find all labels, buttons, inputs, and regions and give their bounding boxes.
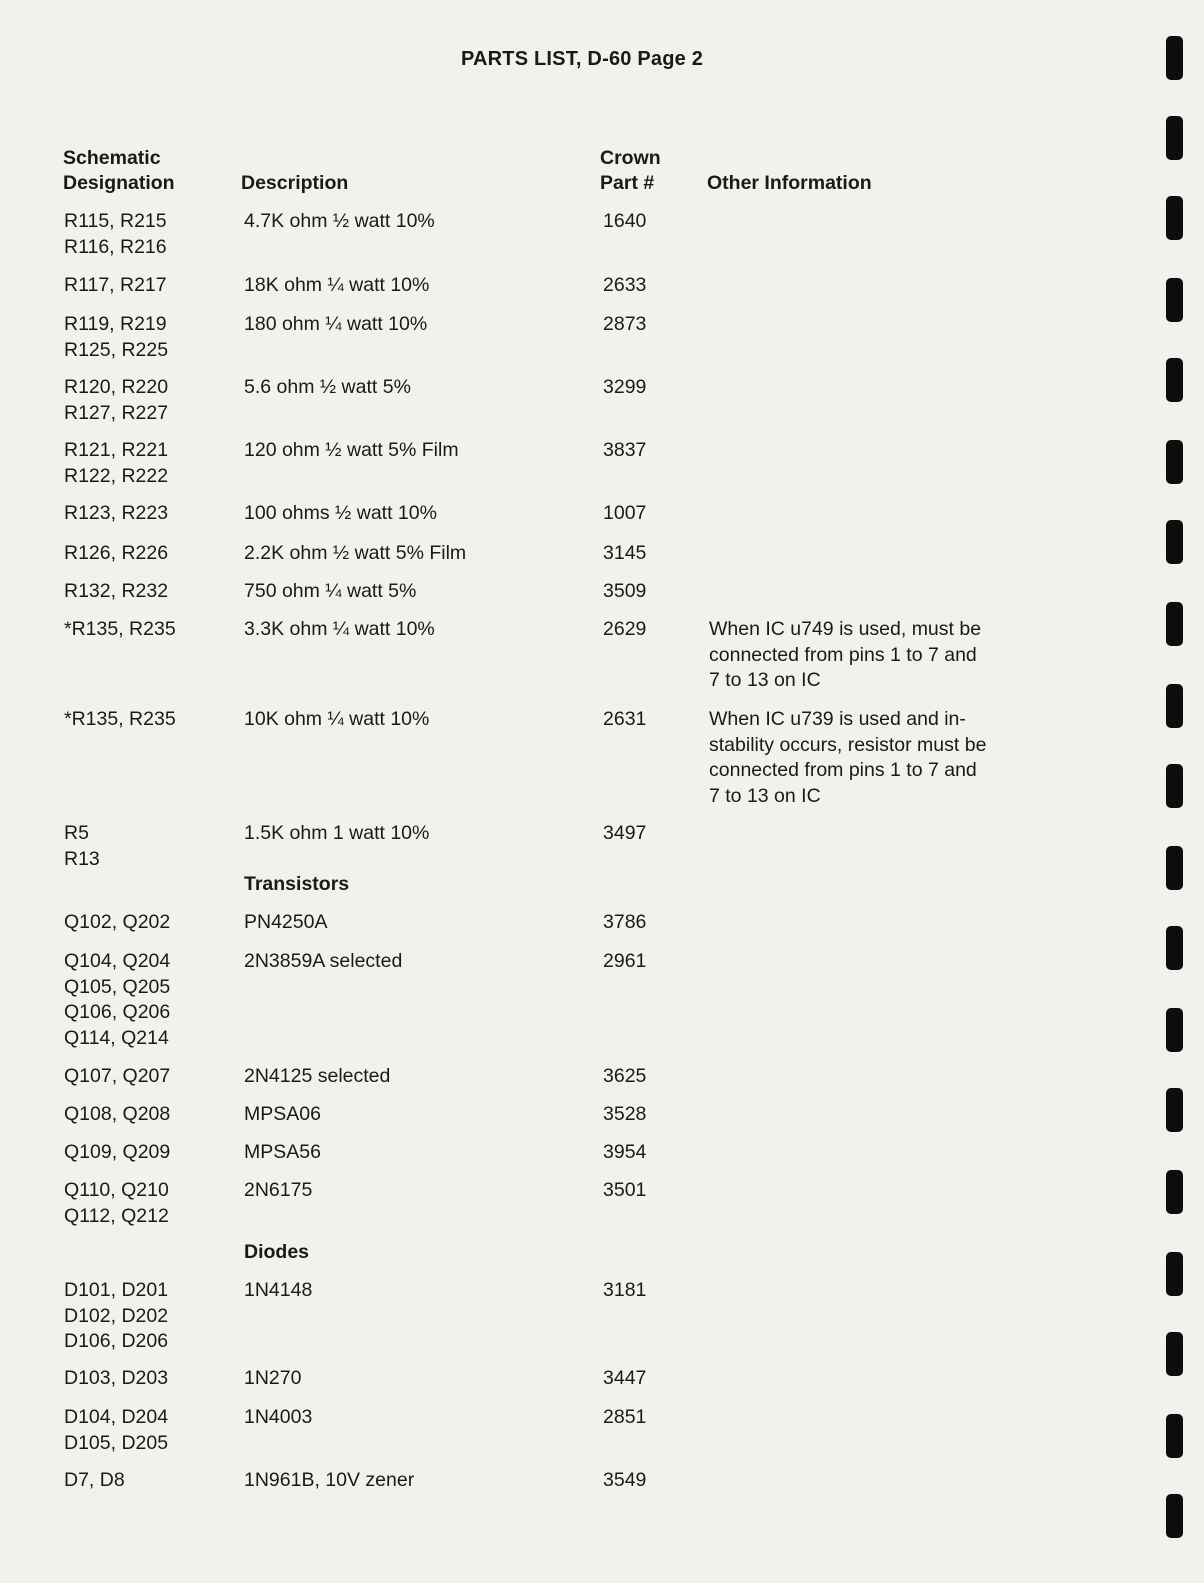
schematic-designation: Q104, Q204 Q105, Q205 Q106, Q206 Q114, Q214 (64, 950, 171, 1049)
crown-part-number: 1007 (603, 502, 647, 524)
schematic-designation: R5 R13 (64, 822, 100, 870)
part-description: 180 ohm ¼ watt 10% (244, 313, 428, 335)
part-description: 120 ohm ½ watt 5% Film (244, 439, 459, 461)
binder-hole (1166, 1494, 1183, 1538)
part-description: 100 ohms ½ watt 10% (244, 502, 437, 524)
crown-part-number: 1640 (603, 210, 647, 232)
binder-hole (1166, 1252, 1183, 1296)
binder-hole (1166, 1414, 1183, 1458)
part-description: 10K ohm ¼ watt 10% (244, 708, 430, 730)
part-description: 2.2K ohm ½ watt 5% Film (244, 542, 467, 564)
section-heading-transistors: Transistors (244, 873, 350, 895)
crown-part-number: 3509 (603, 580, 647, 602)
section-heading-diodes: Diodes (244, 1241, 310, 1263)
binder-hole (1166, 358, 1183, 402)
other-information: When IC u749 is used, must be connected from pins 1 to 7 and 7 to 13 on IC (709, 618, 982, 691)
crown-part-number: 2629 (603, 618, 647, 640)
schematic-designation: R115, R215 R116, R216 (64, 210, 167, 258)
schematic-designation: Q102, Q202 (64, 911, 171, 933)
binder-hole (1166, 278, 1183, 322)
part-description: 5.6 ohm ½ watt 5% (244, 376, 411, 398)
part-description: 1N4148 (244, 1279, 313, 1301)
crown-part-number: 3954 (603, 1141, 647, 1163)
crown-part-number: 3501 (603, 1179, 647, 1201)
schematic-designation: R126, R226 (64, 542, 169, 564)
part-description: MPSA06 (244, 1103, 321, 1125)
page-title: PARTS LIST, D-60 Page 2 (460, 48, 704, 70)
part-description: 2N4125 selected (244, 1065, 391, 1087)
part-description: 1N4003 (244, 1406, 313, 1428)
crown-part-number: 2633 (603, 274, 647, 296)
part-description: MPSA56 (244, 1141, 321, 1163)
crown-part-number: 3497 (603, 822, 647, 844)
part-description: 18K ohm ¼ watt 10% (244, 274, 430, 296)
crown-part-number: 3625 (603, 1065, 647, 1087)
crown-part-number: 3447 (603, 1367, 647, 1389)
binder-hole (1166, 440, 1183, 484)
part-description: 750 ohm ¼ watt 5% (244, 580, 417, 602)
crown-part-number: 2851 (603, 1406, 647, 1428)
crown-part-number: 3837 (603, 439, 647, 461)
schematic-designation: Q110, Q210 Q112, Q212 (64, 1179, 169, 1227)
binder-hole (1166, 926, 1183, 970)
crown-part-number: 3549 (603, 1469, 647, 1491)
binder-hole (1166, 1008, 1183, 1052)
crown-part-number: 2873 (603, 313, 647, 335)
part-description: 4.7K ohm ½ watt 10% (244, 210, 435, 232)
part-description: 1N270 (244, 1367, 302, 1389)
schematic-designation: *R135, R235 (64, 708, 176, 730)
part-description: 2N3859A selected (244, 950, 403, 972)
part-description: 2N6175 (244, 1179, 313, 1201)
binder-hole (1166, 846, 1183, 890)
crown-part-number: 2631 (603, 708, 647, 730)
part-description: PN4250A (244, 911, 328, 933)
schematic-designation: Q108, Q208 (64, 1103, 171, 1125)
schematic-designation: R119, R219 R125, R225 (64, 313, 169, 361)
binder-hole (1166, 520, 1183, 564)
header-part-number: Crown Part # (600, 147, 661, 194)
schematic-designation: R120, R220 R127, R227 (64, 376, 169, 424)
schematic-designation: D7, D8 (64, 1469, 125, 1491)
part-description: 1N961B, 10V zener (244, 1469, 415, 1491)
part-description: 1.5K ohm 1 watt 10% (244, 822, 430, 844)
other-information: When IC u739 is used and in- stability occurs, resistor must be connected from pins 1 to 7 and 7 to 13 on IC (709, 708, 987, 807)
crown-part-number: 3786 (603, 911, 647, 933)
header-other-information: Other Information (707, 172, 872, 194)
binder-hole (1166, 1170, 1183, 1214)
binder-hole (1166, 602, 1183, 646)
crown-part-number: 3299 (603, 376, 647, 398)
binder-hole (1166, 1332, 1183, 1376)
schematic-designation: R121, R221 R122, R222 (64, 439, 169, 487)
crown-part-number: 2961 (603, 950, 647, 972)
binder-hole (1166, 684, 1183, 728)
binder-hole (1166, 196, 1183, 240)
schematic-designation: D104, D204 D105, D205 (64, 1406, 169, 1454)
schematic-designation: R117, R217 (64, 274, 167, 296)
binder-hole (1166, 116, 1183, 160)
binder-hole (1166, 36, 1183, 80)
header-description: Description (241, 172, 349, 194)
crown-part-number: 3181 (603, 1279, 647, 1301)
crown-part-number: 3528 (603, 1103, 647, 1125)
schematic-designation: R132, R232 (64, 580, 169, 602)
schematic-designation: *R135, R235 (64, 618, 176, 640)
binder-hole (1166, 1088, 1183, 1132)
schematic-designation: D103, D203 (64, 1367, 169, 1389)
crown-part-number: 3145 (603, 542, 647, 564)
schematic-designation: Q107, Q207 (64, 1065, 171, 1087)
binder-hole (1166, 764, 1183, 808)
part-description: 3.3K ohm ¼ watt 10% (244, 618, 435, 640)
schematic-designation: D101, D201 D102, D202 D106, D206 (64, 1279, 169, 1352)
header-designation: Schematic Designation (63, 147, 175, 194)
schematic-designation: R123, R223 (64, 502, 169, 524)
schematic-designation: Q109, Q209 (64, 1141, 171, 1163)
